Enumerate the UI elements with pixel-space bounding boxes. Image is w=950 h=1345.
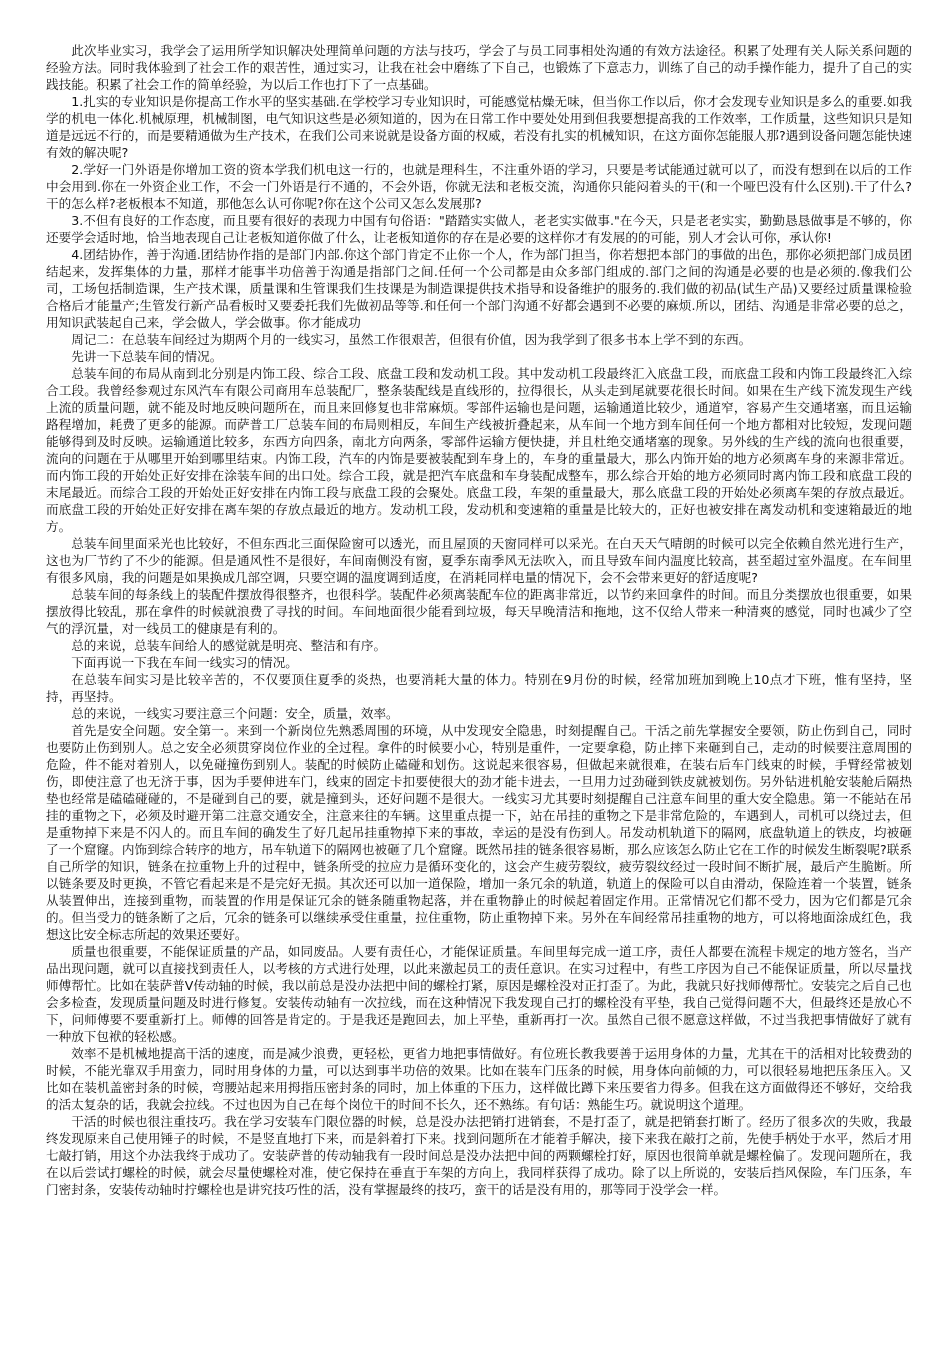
paragraph-efficiency: 效率不是机械地提高干活的速度，而是减少浪费，更轻松，更省力地把事情做好。有位班长教我要善于运用身体的力量，尤其在干的活相对比较费劲的时候，不能光靠双手用蛮力，同时用身体的力量，可以达到事半功倍的效果。比如在装车门压条的时候，用身体向前倾的力，可以很轻易地把压条压入。又比如在装机盖密封条的时候，弯腰站起来用拇指压密封条的同时，加上体重的下压力，这样做比蹲下来压要省力得多。但我在这方面做得还不够好，交给我的活太复杂的话，我就会拉线。不过也因为自己在每个岗位干的时间不长久，还不熟练。有句话：熟能生巧。就说明这个道理。 [46,1046,912,1112]
paragraph-workshop-layout: 总装车间的布局从南到北分别是内饰工段、综合工段、底盘工段和发动机工段。其中发动机工段最终汇入底盘工段，而底盘工段和内饰工段最终汇入综合工段。我曾经参观过东风汽车有限公司商用车总装配厂，整条装配线是直线形的，拉得很长，从头走到尾就要花很长时间。如果在生产线下流发现生产线上流的质量问题，就不能及时地反映问题所在，而且来回修复也非常麻烦。零部件运输也是问题，运输通道比较少，通道窄，容易产生交通堵塞，而且运输路程增加，耗费了更多的能源。而萨普工厂总装车间的布局则相反，车间生产线被折叠起来，从车间一个地方到车间任何一个地方都相对比较短，发现问题能够得到及时反映。运输通道比较多，东西方向四条，南北方向两条，零部件运输方便快捷，并且杜绝交通堵塞的现象。另外线的生产线的流向也很重要，流向的问题在于从哪里开始到哪里结束。内饰工段，汽车的内饰是要被装配到车身上的，车身的重量最大，那么内饰开始的地方必须离车身的来源非常近。而内饰工段的开始处正好安排在涂装车间的出口处。综合工段，就是把汽车底盘和车身装配成整车，那么综合开始的地方必须同时离内饰工段和底盘工段的末尾最近。而综合工段的开始处正好安排在内饰工段与底盘工段的会聚处。底盘工段，车架的重量最大，那么底盘工段的开始处必须离车架的存放点最近。而底盘工段的开始处正好安排在离车架的存放点最近的地方。发动机工段，发动机和变速箱的重量是比较大的，正好也被安排在离发动机和变速箱最近的地方。 [46,366,912,534]
paragraph-intro-summary: 此次毕业实习，我学会了运用所学知识解决处理简单问题的方法与技巧，学会了与员工同事相处沟通的有效方法途径。积累了处理有关人际关系问题的经验方法。同时我体验到了社会工作的艰苦性，通过实习，让我在社会中磨练了下自己，也锻炼了下意志力，训练了自己的动手操作能力，提升了自己的实践技能。积累了社会工作的简单经验，为以后工作也打下了一点基础。 [46,43,912,92]
paragraph-technique: 干活的时候也很注重技巧。我在学习安装车门限位器的时候，总是没办法把销打进销套，不是打歪了，就是把销套打断了。经历了很多次的失败，我最终发现原来自己使用锤子的时候，不是竖直地打下来，而是斜着打下来。找到问题所在才能着手解决，接下来我在敲打之前，先使手柄处于水平，然后才用七敲打销，用这个办法我终于成功了。安装萨普的传动轴我有一段时间总是没办法把中间的两颗螺栓打好，原因也很简单就是螺栓偏了。发现问题所在，我在以后尝试打螺栓的时候，就会尽量使螺栓对准，使它保持在垂直于车架的方向上，我同样获得了成功。除了以上所说的，安装后挡风保险，车门压条，车门密封条，安装传动轴时拧螺栓也是讲究技巧性的活，没有掌握最终的技巧，蛮干的话是没有用的，那等同于没学会一样。 [46,1114,912,1197]
paragraph-safety: 首先是安全问题。安全第一。来到一个新岗位先熟悉周围的环境，从中发现安全隐患，时刻提醒自己。干活之前先掌握安全要领，防止伤到自己，同时也要防止伤到别人。总之安全必须贯穿岗位作业的全过程。拿件的时候要小心，特别是重件，一定要拿稳，防止摔下来砸到自己，走动的时候要注意周围的危险，件不能对着别人，以免碰撞伤到别人。装配的时候防止磕碰和划伤。这说起来很容易，但做起来就很难，在装右后车门线束的时候，手臂经常被划伤，即使注意了也无济于事，因为手要伸进车门，线束的固定卡扣要使很大的劲才能卡进去，一旦用力过劲碰到铁皮就被划伤。另外钻进机舱安装舱后隔热垫也经常是磕磕碰碰的，不是碰到自己的要，就是撞到头，还好问题不是很大。一线实习尤其要时刻提醒自己注意车间里的重大安全隐患。第一不能站在吊挂的重物之下，必须及时避开第二注意交通安全，注意来往的车辆。这里重点提一下，站在吊挂的重物之下是非常危险的，车遇到人，司机可以绕过去，但是重物掉下来是不闪人的。而且车间的确发生了好几起吊挂重物掉下来的事故，幸运的是没有伤到人。吊发动机轨道下的隔网，底盘轨道上的铁皮，均被砸了一个窟窿。内饰到综合转序的地方，吊车轨道下的隔网也被砸了几个窟窿。既然吊挂的链条很容易断，那么应该怎么防止它在工作的时候发生断裂呢?联系自己所学的知识，链条在拉重物上升的过程中，链条所受的拉应力是循环变化的，这会产生疲劳裂纹，疲劳裂纹经过一段时间不断扩展，最后产生脆断。所以链条要及时更换，不管它看起来是不是完好无损。其次还可以加一道保险，增加一条冗余的轨道，轨道上的保险可以自由滑动，保险连着一个装置，链条从装置伸出，连接到重物，而装置的作用是保证冗余的链条随重物起落，并在重物静止的时候起着固定作用。正常情况它们都不受力，因为它们都是冗余的。但当受力的链条断了之后，冗余的链条可以继续承受住重量，拉住重物，防止重物掉下来。另外在车间经常吊挂重物的地方，可以将地面涂成红色，我想这比安全标志所起的效果还要好。 [46,723,912,942]
paragraph-three-issues: 总的来说，一线实习要注意三个问题：安全，质量，效率。 [71,706,399,721]
paragraph-workshop-intro: 先讲一下总装车间的情况。 [71,349,223,364]
paragraph-lighting: 总装车间里面采光也比较好，不但东西北三面保险窗可以透光，而且屋顶的天窗同样可以采光。在白天天气晴朗的时候可以完全依赖自然光进行生产，这也为厂节约了不少的能源。但是通风性不是很好，车间南侧没有窗，夏季东南季风无法吹入，而且导致车间内温度比较高，甚至超过室外温度。在车间里有很多风扇，我的问题是如果换成几部空调，只要空调的温度调到适度，在消耗同样电量的情况下，会不会带来更好的舒适度呢? [46,536,912,585]
paragraph-point-2: 2.学好一门外语是你增加工资的资本学我们机电这一行的，也就是理科生，不注重外语的学习，只要是考试能通过就可以了，而没有想到在以后的工作中会用到.你在一外资企业工作，不会一门外语是行不通的，不会外语，你就无法和老板交流，沟通你只能闷着头的干(和一个哑巴没有什么区别).干了什么?干的怎么样?老板根本不知道，那他怎么认可你呢?你在这个公司又怎么发展那? [46,162,912,211]
paragraph-point-3: 3.不但有良好的工作态度，而且要有很好的表现力中国有句俗语："踏踏实实做人，老老实实做事."在今天，只是老老实实，勤勤恳恳做事是不够的，你还要学会适时地，恰当地表现自己让老板知道你做了什么，让老板知道你的存在是必要的这样你才有发展的的可能，别人才会认可你，承认你! [46,213,912,245]
paragraph-overall-impression: 总的来说，总装车间给人的感觉就是明亮、整洁和有序。 [71,638,387,653]
paragraph-quality: 质量也很重要，不能保证质量的产品，如同废品。人要有责任心，才能保证质量。车间里每完成一道工序，责任人都要在流程卡规定的地方签名，当产品出现问题，就可以直接找到责任人，以考核的方式进行处理，以此来激起员工的责任意识。在实习过程中，有些工序因为自己不能保证质量，所以尽量找师傅帮忙。比如在装萨普V传动轴的时候，我以前总是没办法把中间的螺栓打紧，原因是螺栓没对正打歪了。为此，我就只好找师傅帮忙。安装完之后自己也会多检查，发现质量问题及时进行修复。安装传动轴有一次拉线，而在这种情况下我发现自己打的螺栓没有平垫，我自己觉得问题不大，但最终还是放心不下，问师傅要不要重新打上。师傅的回答是肯定的。于是我还是跑回去，加上平垫，重新再打一次。虽然自己很不愿意这样做，不过当我把事情做好了就有一种放下包袱的轻松感。 [46,944,912,1044]
paragraph-hard-work: 在总装车间实习是比较辛苦的，不仅要顶住夏季的炎热，也要消耗大量的体力。特别在9月份的时候，经常加班加到晚上10点才下班，惟有坚持，坚持，再坚持。 [46,672,912,704]
paragraph-point-1: 1.扎实的专业知识是你提高工作水平的坚实基础.在学校学习专业知识时，可能感觉枯燥无味，但当你工作以后，你才会发现专业知识是多么的重要.如我学的机电一体化.机械原理，机械制图，电气知识这些是必须知道的，因为在日常工作中要处处用到但我要想提高我的工作效率，工作质量，这些知识只是知道是远远不行的，而是要精通做为生产技术，在我们公司来说就是设备方面的权威，若没有扎实的机械知识，在这方面你怎能服人那?遇到设备问题怎能快速有效的解决呢? [46,94,912,160]
paragraph-weekly-note-2: 周记二：在总装车间经过为期两个月的一线实习，虽然工作很艰苦，但很有价值，因为我学到了很多书本上学不到的东西。 [71,332,752,347]
paragraph-parts-placement: 总装车间的每条线上的装配件摆放得很整齐，也很科学。装配件必须离装配车位的距离非常近，以节约来回拿件的时间。而且分类摆放也很重要，如果摆放得比较乱，那在拿件的时候就浪费了寻找的时间。车间地面很少能看到垃圾，每天早晚清洁和拖地，这不仅给人带来一种清爽的感觉，同时也减少了空气的浮沉量，对一线员工的健康是有利的。 [46,587,912,636]
paragraph-point-4: 4.团结协作，善于沟通.团结协作指的是部门内部.你这个部门肯定不止你一个人，作为部门担当，你若想把本部门的事做的出色，那你必须把部门成员团结起来，发挥集体的力量，那样才能事半功倍善于沟通是指部门之间.任何一个公司都是由众多部门组成的.部门之间的沟通是必要的也是必须的.像我们公司，工场包括制造课，生产技术课，质量课和生管课我们生技课是为制造课提供技术指导和设备维护的服务的.我们做的初品(试生产品)又要经过质量课检验合格后才能量产;生管发行新产品看板时又要委托我们先做初品等等.和任何一个部门沟通不好都会遇到不必要的麻烦.所以，团结、沟通是非常必要的总之，用知识武装起自己来，学会做人，学会做事。你才能成功 [46,247,912,330]
paragraph-internship-intro: 下面再说一下我在车间一线实习的情况。 [71,655,298,670]
